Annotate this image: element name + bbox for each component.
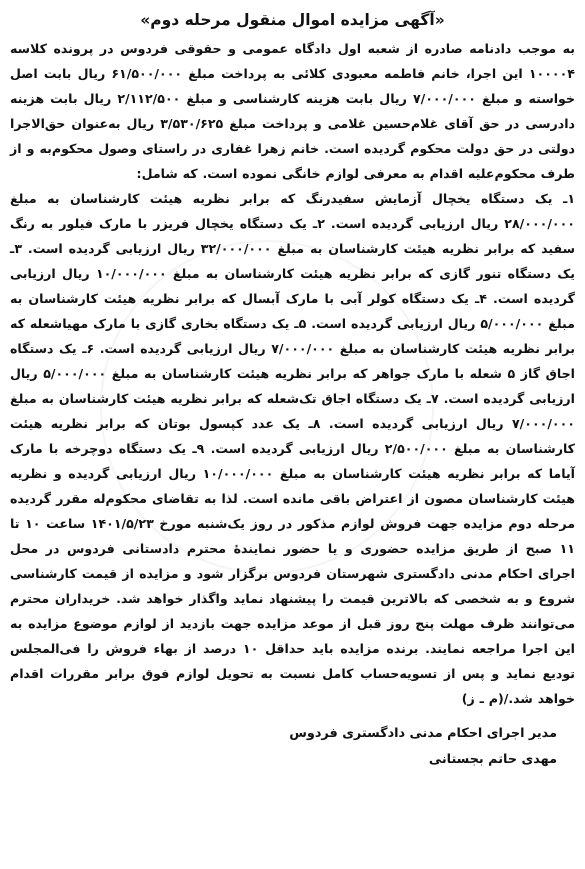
notice-paragraph-items: ۱ـ یک دستگاه یخچال آزمایش سفیدرنگ که برابر نظریه هیئت کارشناسان به مبلغ ۲۸/۰۰۰/۰۰۰ ریال ارزیابی گردیده است. ۲ـ یک دستگاه یخچال فریزر با مارک فیلور به رنگ سفید که برابر نظریه هیئت کارشناسان به مبلغ ۳۲/۰۰۰/۰۰۰ ریال ارزیابی گردیده است. ۳ـ یک دستگاه تنور گازی که برابر نظریه هیئت کارشناسان به مبلغ ۱۰/۰۰۰/۰۰۰ ریال ارزیابی گردیده است. ۴ـ یک دستگاه کولر آبی با مارک آبسال که برابر نظریه هیئت کارشناسان به مبلغ ۵/۰۰۰/۰۰۰ ریال ارزیابی گردیده است. ۵ـ یک دستگاه بخاری گازی با مارک مهیاشعله که برابر نظریه هیئت کارشناسان به مبلغ ۷/۰۰۰/۰۰۰ ریال ارزیابی گردیده است. ۶ـ یک دستگاه اجاق گاز ۵ شعله با مارک جواهر که برابر نظریه هیئت کارشناسان به مبلغ ۵/۰۰۰/۰۰۰ ریال ارزیابی گردیده است. ۷ـ یک دستگاه اجاق تک‌شعله که برابر نظریه هیئت کارشناسان به مبلغ ۷/۰۰۰/۰۰۰ ریال ارزیابی گردیده است. ۸ـ یک عدد کپسول بوتان که برابر نظریه هیئت کارشناسان به مبلغ ۲/۵۰۰/۰۰۰ ریال ارزیابی گردیده است. ۹ـ یک دستگاه دوچرخه با مارک آیاما که برابر نظریه هیئت کارشناسان به مبلغ ۱۰/۰۰۰/۰۰۰ ریال ارزیابی گردیده و نظریه هیئت کارشناسان مصون از اعتراض باقی مانده است. لذا به تقاضای محکوم‌له مقرر گردیده مرحله دوم مزایده جهت فروش لوازم مذکور در روز یک‌شنبه مورخ ۱۴۰۱/۵/۲۳ ساعت ۱۰ تا ۱۱ صبح از طریق مزایده حضوری و یا حضور نمایندهٔ محترم دادستانی فردوس در محل اجرای احکام مدنی دادگستری شهرستان فردوس برگزار شود و مزایده از قیمت کارشناسی شروع و به شخصی که بالاترین قیمت را پیشنهاد نماید واگذار خواهد شد. خریداران محترم می‌توانند ظرف مهلت پنج روز قبل از موعد مزایده جهت بازدید از لوازم موضوع مزایده به این اجرا مراجعه نمایند. برنده مزایده باید حداقل ۱۰ درصد از بهاء فروش را فی‌المجلس تودیع نماید و پس از تسویه‌حساب کامل نسبت به تحویل لوازم فوق برابر مقررات اقدام خواهد شد./(م ـ ز)	[10, 191, 576, 706]
signature-name: مهدی حاتم بجستانی	[428, 752, 557, 767]
notice-body	[10, 36, 575, 711]
notice-paragraph-intro: به موجب دادنامه صادره از شعبه اول دادگاه عمومی و حقوقی فردوس در پرونده کلاسه ۱۰۰۰۰۴ این اجرا، خانم فاطمه معبودی کلائی به پرداخت مبلغ ۶۱/۵۰۰/۰۰۰ ریال بابت اصل خواسته و مبلغ ۷/۰۰۰/۰۰۰ ریال بابت هزینه کارشناسی و مبلغ ۲/۱۱۲/۵۰۰ ریال بابت هزینه دادرسی در حق آقای غلام‌حسین غلامی و پرداخت مبلغ ۳/۵۳۰/۶۲۵ ریال به‌عنوان حق‌الاجرا دولتی در حق دولت محکوم گردیده است. خانم زهرا غفاری در راستای وصول محکوم‌به و از طرف محکوم‌علیه اقدام به معرفی لوازم خانگی نموده است. که شامل:	[10, 41, 576, 181]
signature-block	[10, 721, 575, 773]
signature-role: مدیر اجرای احکام مدنی دادگستری فردوس	[289, 726, 557, 741]
notice-title: «آگهی مزایده اموال منقول مرحله دوم»	[140, 11, 445, 29]
